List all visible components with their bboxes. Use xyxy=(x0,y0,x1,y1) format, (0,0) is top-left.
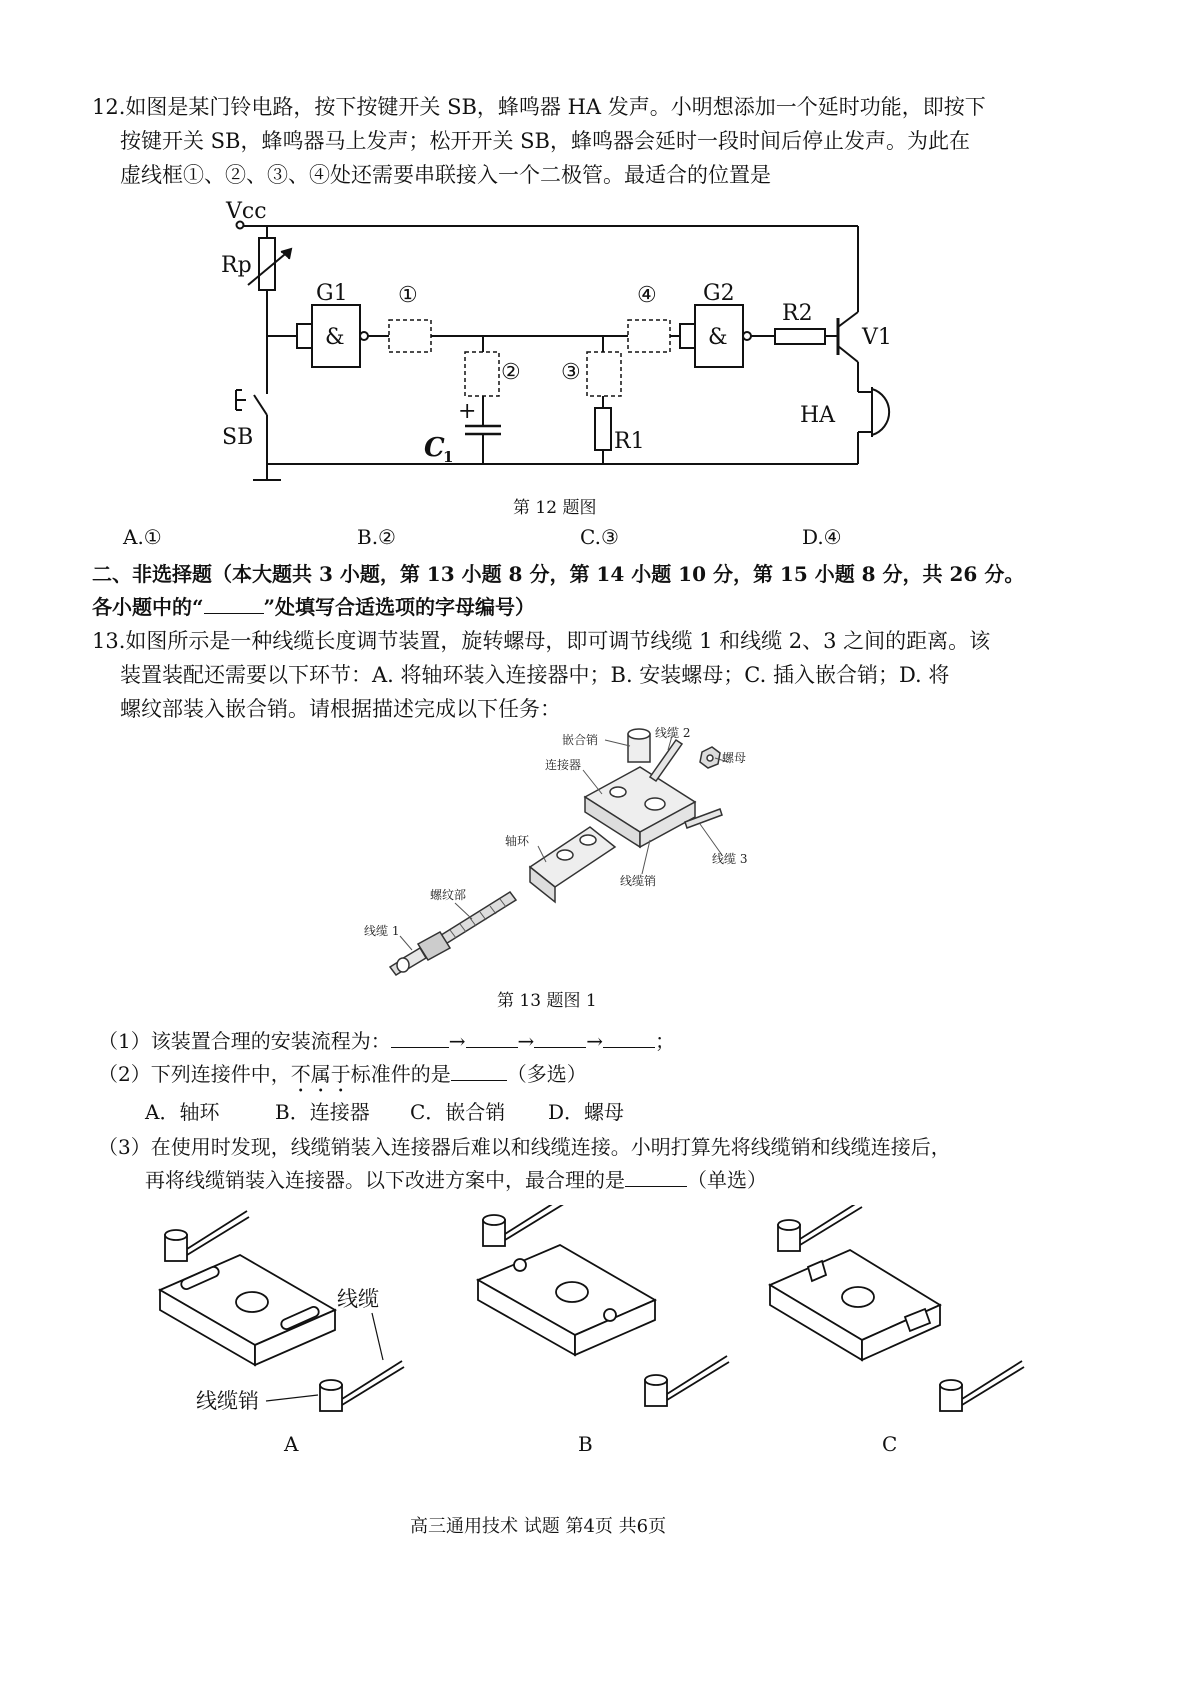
page-footer: 高三通用技术 试题 第4页 共6页 xyxy=(410,1516,667,1537)
q12-option-c: C.③ xyxy=(580,525,619,549)
g1-and-symbol: & xyxy=(325,325,345,350)
label-g1: G1 xyxy=(316,281,348,306)
label-c1: C xyxy=(424,433,445,463)
fig2-label-cable-pin: 线缆销 xyxy=(196,1389,259,1413)
label-g2: G2 xyxy=(703,281,735,306)
q13-sub2-option-b: B．连接器 xyxy=(275,1100,370,1124)
fig1-label-cable1: 线缆 1 xyxy=(364,924,400,938)
sub1-blank-2 xyxy=(466,1025,518,1048)
q12-circuit-diagram xyxy=(0,190,1200,490)
sub1-blank-3 xyxy=(534,1025,586,1048)
label-c1-subscript: 1 xyxy=(443,448,454,466)
section2-blank xyxy=(204,591,264,614)
q12-line3: 虚线框①、②、③、④处还需要串联接入一个二极管。最适合的位置是 xyxy=(120,163,771,187)
q13-line3: 螺纹部装入嵌合销。请根据描述完成以下任务： xyxy=(120,697,561,721)
design-option-a xyxy=(160,1211,404,1411)
q13-sub1: （1）该装置合理的安装流程为： → → → ； xyxy=(98,1024,675,1058)
label-r1: R1 xyxy=(614,429,645,454)
design-option-c xyxy=(770,1205,1024,1411)
fig1-label-nut: 螺母 xyxy=(722,751,747,765)
fig1-label-cable-pin: 线缆销 xyxy=(620,874,657,888)
q13-sub3-line1: （3）在使用时发现，线缆销装入连接器后难以和线缆连接。小明打算先将线缆销和线缆连接后， xyxy=(98,1135,951,1159)
fig2-label-c: C xyxy=(882,1432,898,1456)
fig2-label-cable: 线缆 xyxy=(337,1287,379,1311)
design-option-b xyxy=(478,1205,729,1406)
q12-caption: 第 12 题图 xyxy=(513,498,597,518)
q13-fig2-design-options xyxy=(0,1205,1200,1475)
q13-fig1-assembly-diagram xyxy=(350,722,800,987)
marker-4: ④ xyxy=(637,283,657,308)
g2-and-symbol: & xyxy=(708,325,728,350)
q12-option-d: D.④ xyxy=(802,525,842,549)
fig1-label-collar: 轴环 xyxy=(505,834,530,848)
label-vcc: Vcc xyxy=(226,199,267,224)
q13-sub2-option-c: C．嵌合销 xyxy=(410,1100,506,1124)
q12-option-a: A.① xyxy=(123,525,162,549)
sub1-blank-4 xyxy=(603,1025,655,1048)
sub2-blank xyxy=(451,1058,507,1081)
q13-sub2-option-a: A．轴环 xyxy=(145,1100,220,1124)
label-rp: Rp xyxy=(221,253,252,278)
fig2-label-b: B xyxy=(578,1432,593,1456)
label-ha: HA xyxy=(800,403,836,428)
fig1-label-thread: 螺纹部 xyxy=(430,888,467,902)
q13-sub2: （2）下列连接件中，不属于标准件的是 （多选） xyxy=(98,1057,587,1097)
sub1-blank-1 xyxy=(391,1025,449,1048)
fig1-label-fitting-pin: 嵌合销 xyxy=(562,733,599,747)
c1-plus: + xyxy=(458,399,477,424)
label-v1: V1 xyxy=(862,325,892,350)
q13-caption1: 第 13 题图 1 xyxy=(497,991,597,1011)
sub3-blank xyxy=(625,1164,687,1187)
label-sb: SB xyxy=(222,425,254,450)
q13-line2: 装置装配还需要以下环节：A. 将轴环装入连接器中；B. 安装螺母；C. 插入嵌合销；D. 将 xyxy=(120,663,950,687)
q12-line1: 12.如图是某门铃电路，按下按键开关 SB，蜂鸣器 HA 发声。小明想添加一个延时功能，即按下 xyxy=(92,95,986,119)
fig2-label-a: A xyxy=(284,1432,299,1456)
q12-line2: 按键开关 SB，蜂鸣器马上发声；松开开关 SB，蜂鸣器会延时一段时间后停止发声。为此在 xyxy=(120,129,970,153)
q12-option-b: B.② xyxy=(357,525,396,549)
marker-3: ③ xyxy=(561,360,581,385)
fig1-label-cable3: 线缆 3 xyxy=(712,852,748,866)
section2-header-line2: 各小题中的“ ”处填写合适选项的字母编号） xyxy=(92,590,535,624)
marker-1: ① xyxy=(398,283,418,308)
fig1-label-connector: 连接器 xyxy=(545,758,582,772)
q13-line1: 13.如图所示是一种线缆长度调节装置，旋转螺母，即可调节线缆 1 和线缆 2、3 之间的距离。该 xyxy=(92,629,991,653)
q13-sub3-line2: 再将线缆销装入连接器。以下改进方案中，最合理的是 （单选） xyxy=(145,1163,767,1197)
label-r2: R2 xyxy=(782,301,813,326)
q13-sub2-option-d: D．螺母 xyxy=(548,1100,625,1124)
fig1-label-cable2: 线缆 2 xyxy=(655,726,691,740)
section2-header-line1: 二、非选择题（本大题共 3 小题，第 13 小题 8 分，第 14 小题 10 分，第 15 小题 8 分，共 26 分。 xyxy=(92,562,1025,586)
marker-2: ② xyxy=(501,360,521,385)
